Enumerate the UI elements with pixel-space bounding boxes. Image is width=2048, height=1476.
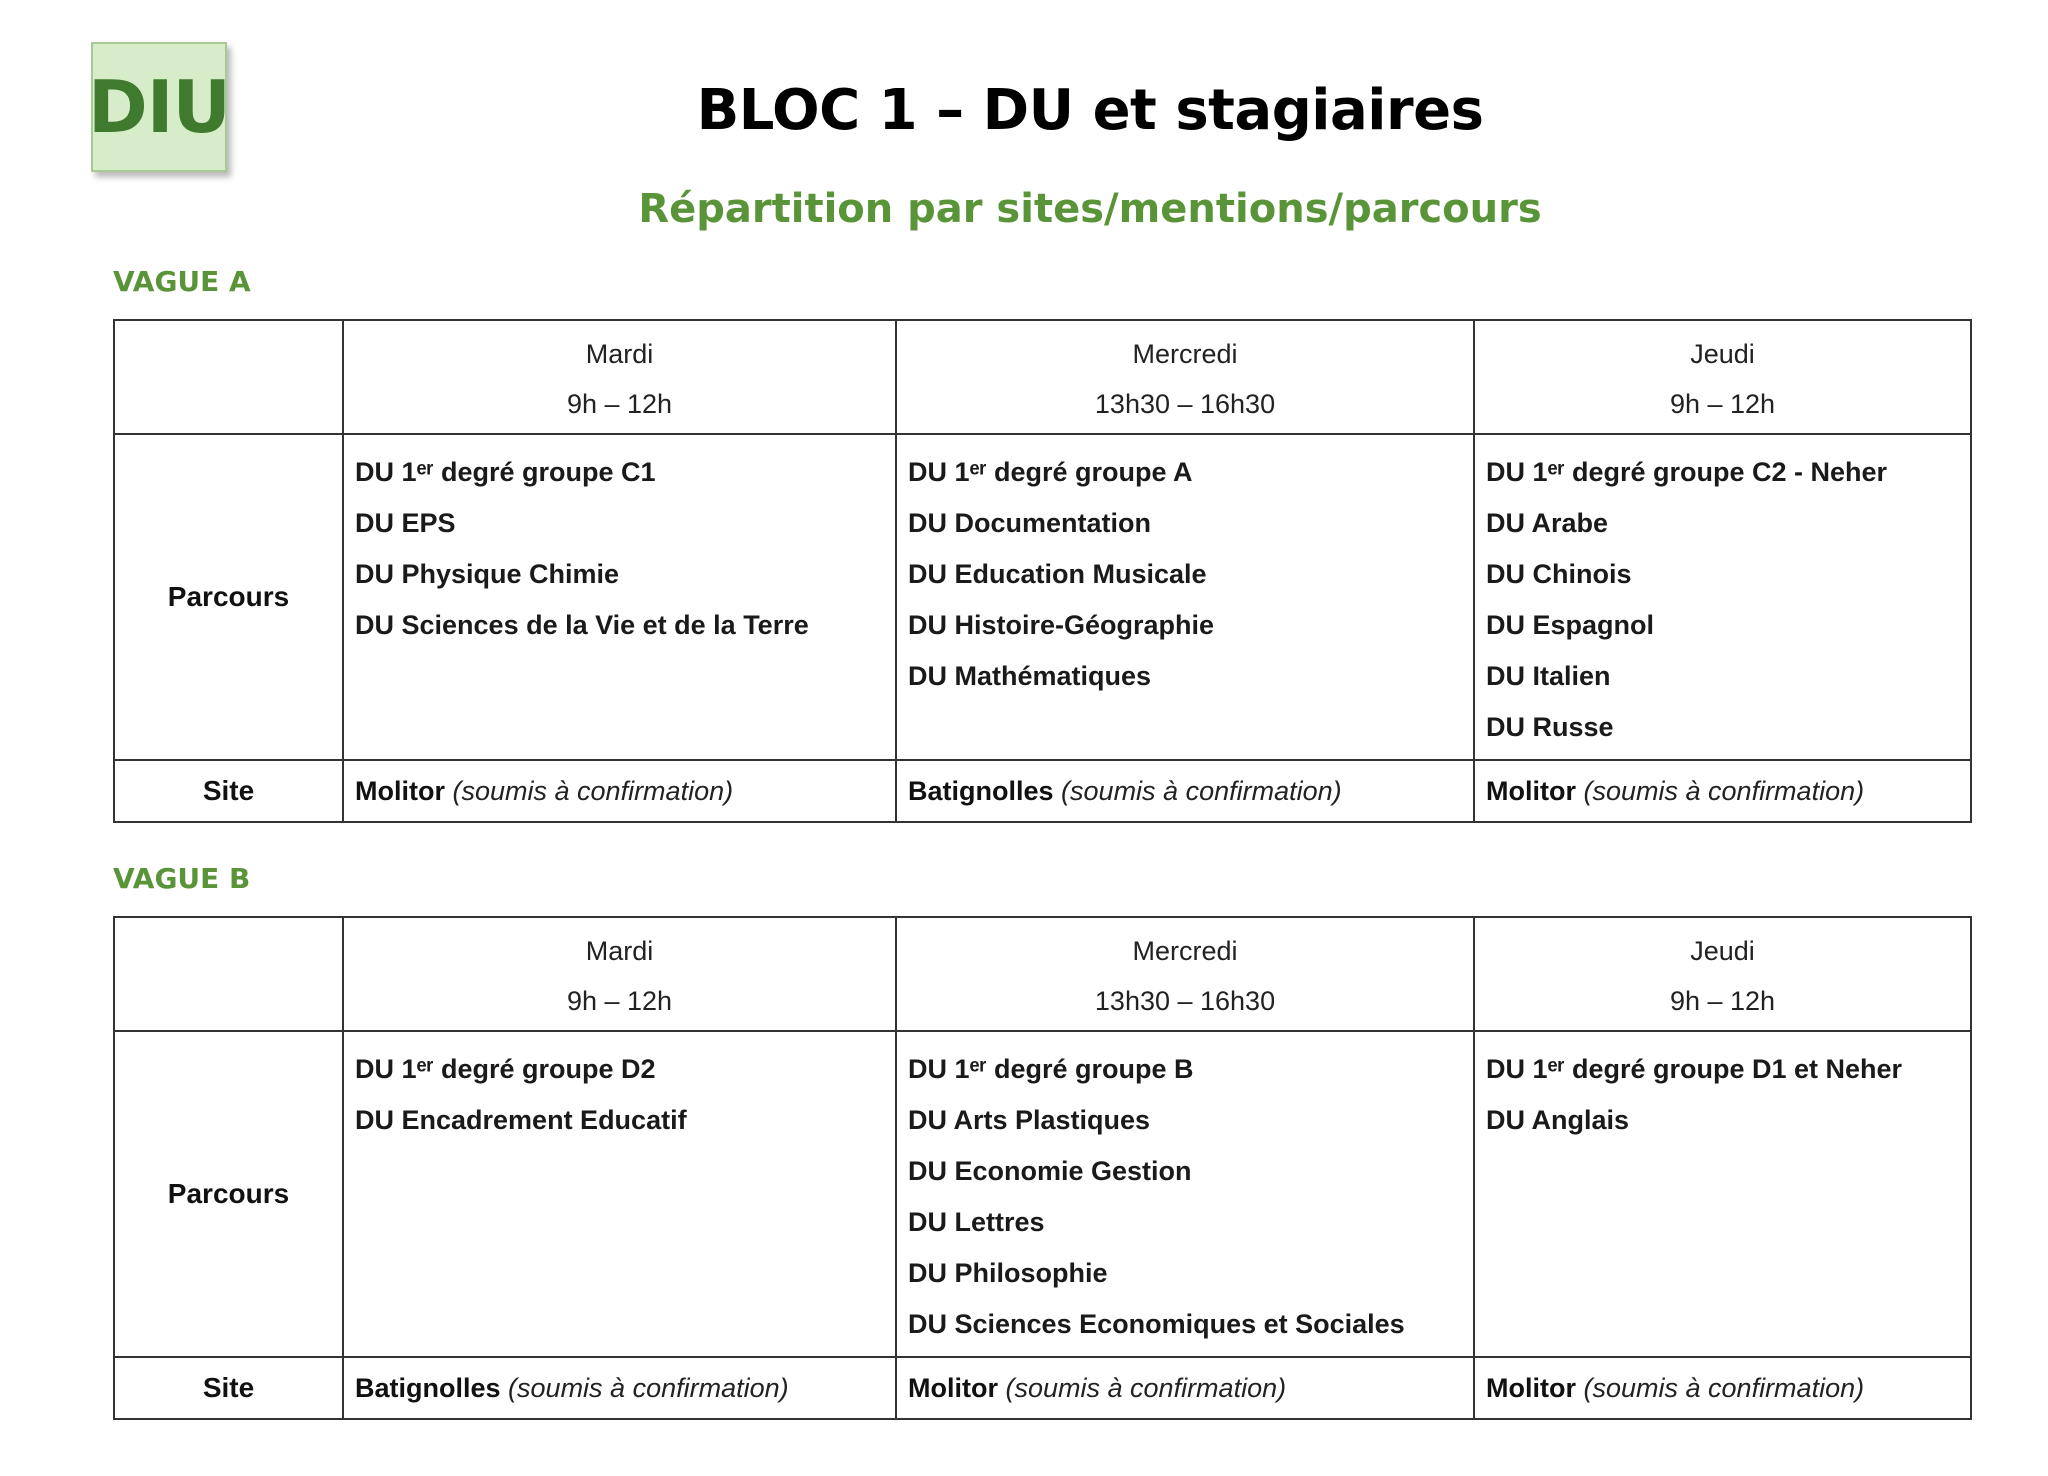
day-label: Mardi [585,936,654,966]
site-label: Site [114,760,343,822]
list-item: DU 1ᵉʳ degré groupe D1 et Neher [1486,1054,1903,1084]
site-name: Batignolles [355,1372,501,1403]
site-cell-jeudi [1474,760,1971,822]
list-item: DU 1ᵉʳ degré groupe C2 - Neher [1486,457,1888,487]
table-header-row [114,917,1971,1031]
parcours-list-jeudi [1474,434,1971,760]
list-item: DU Chinois [1486,559,1632,589]
site-note: (soumis à confirmation) [508,1372,789,1403]
parcours-list-mercredi [896,434,1474,760]
site-name: Molitor [908,1372,998,1403]
day-label: Jeudi [1690,339,1755,369]
column-header-jeudi [1474,320,1971,434]
site-cell-jeudi [1474,1357,1971,1419]
time-label: 13h30 – 16h30 [1094,389,1276,419]
vague-b-table [113,916,1972,1420]
corner-cell [114,320,343,434]
day-label: Jeudi [1690,936,1755,966]
day-label: Mercredi [1132,936,1238,966]
site-name: Batignolles [908,775,1054,806]
site-cell-mardi [343,760,896,822]
parcours-label: Parcours [114,1031,343,1357]
list-item: DU Education Musicale [908,559,1207,589]
parcours-row [114,1031,1971,1357]
list-item: DU Lettres [908,1207,1045,1237]
list-item: DU Histoire-Géographie [908,610,1215,640]
column-header-mardi [343,320,896,434]
list-item: DU Documentation [908,508,1151,538]
time-label: 13h30 – 16h30 [1094,986,1276,1016]
site-name: Molitor [1486,1372,1576,1403]
list-item: DU Mathématiques [908,661,1152,691]
column-header-mercredi [896,917,1474,1031]
site-cell-mercredi [896,1357,1474,1419]
parcours-list-mardi [343,1031,896,1357]
vague-a-table [113,319,1972,823]
list-item: DU 1ᵉʳ degré groupe C1 [355,457,656,487]
list-item: DU 1ᵉʳ degré groupe A [908,457,1193,487]
site-note: (soumis à confirmation) [1061,775,1342,806]
time-label: 9h – 12h [566,986,673,1016]
day-label: Mercredi [1132,339,1238,369]
site-row [114,1357,1971,1419]
list-item: DU Arabe [1486,508,1609,538]
parcours-label: Parcours [114,434,343,760]
list-item: DU 1ᵉʳ degré groupe D2 [355,1054,656,1084]
site-note: (soumis à confirmation) [452,775,734,806]
page-subtitle: Répartition par sites/mentions/parcours [638,186,1542,232]
site-cell-mercredi [896,760,1474,822]
page-title: BLOC 1 – DU et stagiaires [696,78,1484,143]
site-cell-mardi [343,1357,896,1419]
list-item: DU Sciences Economiques et Sociales [908,1309,1405,1339]
vague-a-title: VAGUE A [113,265,251,298]
vague-b-title: VAGUE B [113,862,251,895]
column-header-mercredi [896,320,1474,434]
parcours-list-mardi [343,434,896,760]
column-header-jeudi [1474,917,1971,1031]
list-item: DU Arts Plastiques [908,1105,1151,1135]
table-header-row [114,320,1971,434]
time-label: 9h – 12h [566,389,673,419]
day-label: Mardi [585,339,654,369]
list-item: DU Encadrement Educatif [355,1105,687,1135]
site-name: Molitor [1486,775,1576,806]
list-item: DU EPS [355,508,456,538]
list-item: DU Russe [1486,712,1614,742]
parcours-list-jeudi [1474,1031,1971,1357]
list-item: DU Economie Gestion [908,1156,1192,1186]
parcours-row [114,434,1971,760]
list-item: DU Physique Chimie [355,559,620,589]
list-item: DU Italien [1486,661,1611,691]
corner-cell [114,917,343,1031]
site-note: (soumis à confirmation) [1583,775,1865,806]
site-row [114,760,1971,822]
list-item: DU 1ᵉʳ degré groupe B [908,1054,1194,1084]
time-label: 9h – 12h [1669,389,1776,419]
site-name: Molitor [355,775,445,806]
parcours-list-mercredi [896,1031,1474,1357]
site-label: Site [114,1357,343,1419]
list-item: DU Espagnol [1486,610,1655,640]
list-item: DU Sciences de la Vie et de la Terre [355,610,809,640]
logo-text: DIU [87,65,231,149]
site-note: (soumis à confirmation) [1005,1372,1287,1403]
site-note: (soumis à confirmation) [1583,1372,1865,1403]
list-item: DU Anglais [1486,1105,1630,1135]
list-item: DU Philosophie [908,1258,1108,1288]
column-header-mardi [343,917,896,1031]
time-label: 9h – 12h [1669,986,1776,1016]
